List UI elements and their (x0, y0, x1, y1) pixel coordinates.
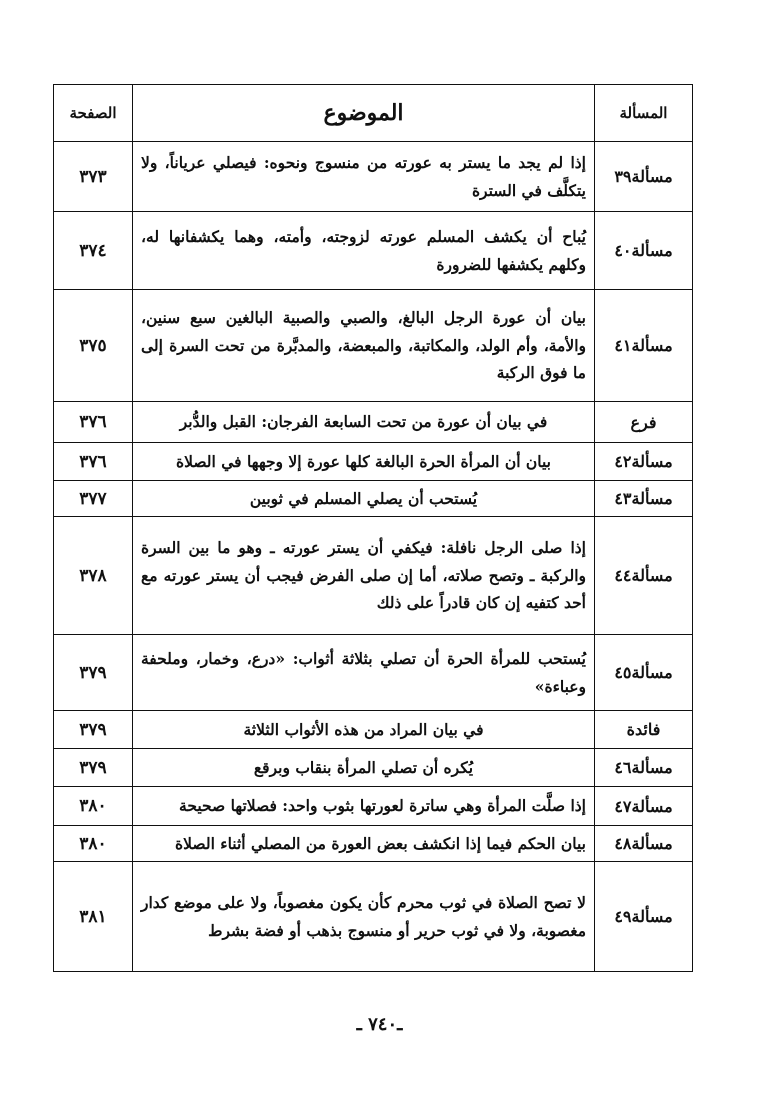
table-row (54, 402, 693, 443)
table-row (54, 635, 693, 711)
page-number: ٣٧٥ (54, 290, 133, 402)
page-number: ٣٧٣ (54, 142, 133, 212)
issue-topic: لا تصح الصلاة في ثوب محرم كأن يكون مغصوباً، ولا على موضع كدار مغصوبة، ولا في ثوب حرير أو منسوج بذهب أو فضة بشرط (133, 862, 595, 972)
table-row (54, 711, 693, 749)
issue-topic: بيان أن المرأة الحرة البالغة كلها عورة إلا وجهها في الصلاة (133, 443, 595, 481)
page-number: ٣٨٠ (54, 826, 133, 862)
issue-topic: إذا صلَّت المرأة وهي ساترة لعورتها بثوب واحد: فصلاتها صحيحة (133, 787, 595, 826)
table-row (54, 290, 693, 402)
issue-topic: بيان أن عورة الرجل البالغ، والصبي والصبية البالغين سبع سنين، والأمة، وأم الولد، والمكاتبة، والمبعضة، والمدبَّرة من تحت السرة إلى ما فوق الركبة (133, 290, 595, 402)
page-number: ٣٧٧ (54, 481, 133, 517)
table-row (54, 212, 693, 290)
index-table (53, 84, 693, 972)
issue-topic: في بيان المراد من هذه الأثواب الثلاثة (133, 711, 595, 749)
page-number: ٣٧٩ (54, 749, 133, 787)
issue-topic: يُكره أن تصلي المرأة بنقاب وبرقع (133, 749, 595, 787)
page-number: ٣٧٨ (54, 517, 133, 635)
issue-number: فائدة (595, 711, 693, 749)
issue-number: مسألة٤٠ (595, 212, 693, 290)
issue-topic: يُباح أن يكشف المسلم عورته لزوجته، وأمته، وهما يكشفانها له، وكلهم يكشفها للضرورة (133, 212, 595, 290)
table-row (54, 517, 693, 635)
page-number: ٣٧٤ (54, 212, 133, 290)
issue-topic: إذا لم يجد ما يستر به عورته من منسوج ونحوه: فيصلي عرياناً، ولا يتكلَّف في السترة (133, 142, 595, 212)
issue-number: مسألة٤٢ (595, 443, 693, 481)
header-page: الصفحة (54, 85, 133, 142)
issue-number: مسألة٤٧ (595, 787, 693, 826)
page-number: ٣٧٦ (54, 402, 133, 443)
table-row (54, 862, 693, 972)
table-row (54, 826, 693, 862)
table-row (54, 749, 693, 787)
issue-topic: إذا صلى الرجل نافلة: فيكفي أن يستر عورته ـ وهو ما بين السرة والركبة ـ وتصح صلاته، أما إن صلى الفرض فيجب أن يستر عورته مع أحد كتفيه إن كان قادراً على ذلك (133, 517, 595, 635)
page-number: ٣٧٩ (54, 635, 133, 711)
issue-topic: في بيان أن عورة من تحت السابعة الفرجان: القبل والدُّبر (133, 402, 595, 443)
page-number: ٣٧٦ (54, 443, 133, 481)
issue-number: مسألة٤٦ (595, 749, 693, 787)
issue-number: مسألة٤١ (595, 290, 693, 402)
table-row (54, 481, 693, 517)
issue-number: فرع (595, 402, 693, 443)
issue-number: مسألة٣٩ (595, 142, 693, 212)
header-row (54, 85, 693, 142)
page-number: ٣٨١ (54, 862, 133, 972)
issue-number: مسألة٤٨ (595, 826, 693, 862)
header-number: المسألة (595, 85, 693, 142)
issue-number: مسألة٤٥ (595, 635, 693, 711)
issue-number: مسألة٤٤ (595, 517, 693, 635)
issue-topic: يُستحب للمرأة الحرة أن تصلي بثلاثة أثواب: «درع، وخمار، وملحفة وعباءة» (133, 635, 595, 711)
table-row (54, 443, 693, 481)
issue-number: مسألة٤٣ (595, 481, 693, 517)
table-row (54, 142, 693, 212)
header-topic: الموضوع (133, 85, 595, 142)
issue-topic: يُستحب أن يصلي المسلم في ثوبين (133, 481, 595, 517)
page-number: ٣٧٩ (54, 711, 133, 749)
table-row (54, 787, 693, 826)
page-footer-number: ـ٧٤٠ ـ (356, 1014, 403, 1035)
issue-number: مسألة٤٩ (595, 862, 693, 972)
page-number: ٣٨٠ (54, 787, 133, 826)
issue-topic: بيان الحكم فيما إذا انكشف بعض العورة من المصلي أثناء الصلاة (133, 826, 595, 862)
